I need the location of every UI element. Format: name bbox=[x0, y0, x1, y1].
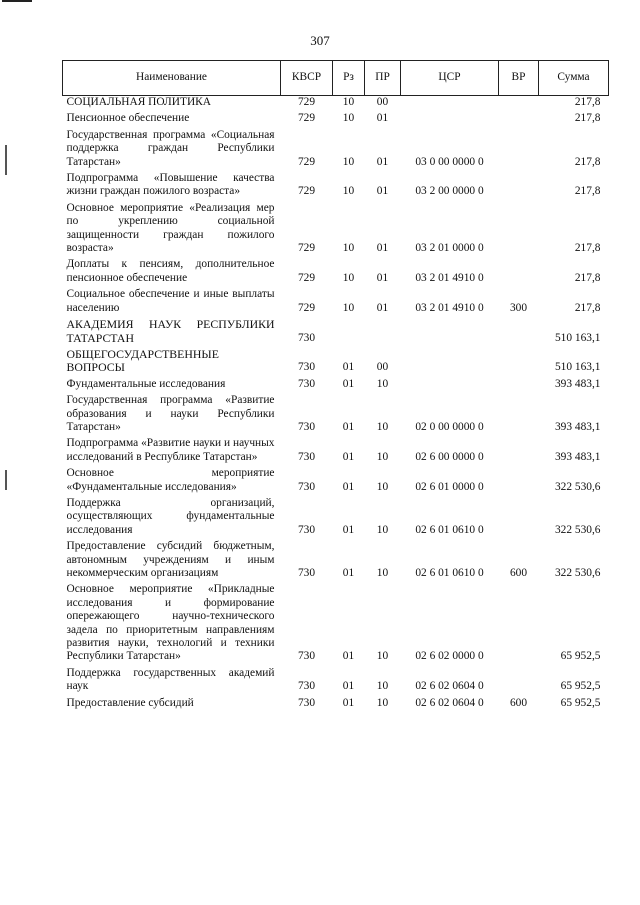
cell-vr bbox=[499, 109, 539, 125]
cell-pr: 00 bbox=[376, 361, 389, 374]
cell-name: Пенсионное обеспечение bbox=[66, 112, 190, 125]
cell-sum: 65 952,5 bbox=[560, 650, 601, 663]
cell-kvsr: 730 bbox=[297, 680, 316, 693]
cell-rz: 01 bbox=[342, 523, 355, 536]
cell-rz: 01 bbox=[342, 650, 355, 663]
cell-rz: 10 bbox=[342, 155, 355, 168]
table-row bbox=[63, 199, 609, 256]
table-row bbox=[63, 391, 609, 434]
cell-pr: 00 bbox=[376, 96, 389, 108]
cell-name: Основное мероприятие «Реализация мер по укреплению социальной защищенности граждан пожилого возраста» bbox=[66, 201, 275, 255]
cell-kvsr: 730 bbox=[297, 696, 316, 709]
cell-name: ОБЩЕГОСУДАРСТВЕННЫЕ ВОПРОСЫ bbox=[66, 346, 219, 375]
cell-vr bbox=[499, 391, 539, 434]
cell-rz: 01 bbox=[342, 450, 355, 463]
table-row bbox=[63, 694, 609, 710]
cell-pr: 01 bbox=[376, 301, 389, 314]
cell-sum: 217,8 bbox=[574, 155, 601, 168]
cell-sum: 217,8 bbox=[574, 96, 601, 108]
cell-csr: 03 2 01 4910 0 bbox=[415, 271, 484, 284]
cell-name: Социальное обеспечение и иные выплаты населению bbox=[66, 288, 275, 314]
cell-kvsr: 729 bbox=[297, 155, 316, 168]
cell-pr: 10 bbox=[376, 696, 389, 709]
table-body bbox=[63, 96, 609, 711]
cell-pr: 01 bbox=[376, 155, 389, 168]
cell-name: Подпрограмма «Развитие науки и научных исследований в Республике Татарстан» bbox=[66, 437, 275, 463]
page-number: 307 bbox=[310, 33, 330, 48]
table-row bbox=[63, 169, 609, 199]
table-row bbox=[63, 109, 609, 125]
cell-vr bbox=[499, 169, 539, 199]
table-row bbox=[63, 375, 609, 391]
cell-pr: 10 bbox=[376, 567, 389, 579]
cell-csr: 03 2 01 0000 0 bbox=[415, 242, 484, 255]
cell-name: Предоставление субсидий бюджетным, автономным учреждениям и иным некоммерческим организациям bbox=[66, 540, 275, 579]
cell-pr bbox=[365, 315, 401, 345]
table-row bbox=[63, 664, 609, 694]
cell-name: Основное мероприятие «Фундаментальные исследования» bbox=[66, 467, 275, 493]
table-row bbox=[63, 434, 609, 464]
header-kvsr: КВСР bbox=[281, 61, 333, 96]
cell-csr bbox=[401, 375, 499, 391]
cell-kvsr: 730 bbox=[297, 450, 316, 463]
cell-vr bbox=[499, 375, 539, 391]
cell-vr bbox=[499, 126, 539, 169]
cell-sum: 65 952,5 bbox=[560, 696, 601, 709]
table-row bbox=[63, 580, 609, 663]
cell-kvsr: 730 bbox=[297, 420, 316, 433]
cell-kvsr: 730 bbox=[297, 361, 316, 374]
table-row bbox=[63, 537, 609, 580]
cell-sum: 510 163,1 bbox=[554, 361, 601, 374]
cell-rz: 01 bbox=[342, 567, 355, 579]
cell-rz: 01 bbox=[342, 680, 355, 693]
cell-name: Государственная программа «Социальная поддержка граждан Республики Татарстан» bbox=[66, 128, 275, 168]
cell-name: Основное мероприятие «Прикладные исследования и формирование опережающего научно-технического задела по приоритетным направлениям развития науки, технологий и техники Республики Татарстан» bbox=[66, 583, 275, 663]
cell-csr: 02 6 02 0604 0 bbox=[415, 680, 484, 693]
cell-kvsr: 729 bbox=[297, 271, 316, 284]
cell-rz: 01 bbox=[342, 361, 355, 374]
cell-vr: 600 bbox=[509, 696, 528, 709]
cell-pr: 01 bbox=[376, 242, 389, 255]
cell-rz: 10 bbox=[342, 271, 355, 284]
scan-mark bbox=[5, 145, 7, 175]
cell-rz bbox=[333, 315, 365, 345]
scan-mark bbox=[2, 0, 32, 2]
cell-csr: 02 6 02 0604 0 bbox=[415, 696, 484, 709]
cell-csr bbox=[401, 109, 499, 125]
header-pr: ПР bbox=[365, 61, 401, 96]
cell-vr bbox=[499, 464, 539, 494]
table-row bbox=[63, 494, 609, 537]
cell-name: Государственная программа «Развитие образования и науки Республики Татарстан» bbox=[66, 394, 275, 433]
cell-name: Фундаментальные исследования bbox=[66, 377, 226, 390]
cell-csr: 02 6 01 0610 0 bbox=[415, 567, 484, 579]
cell-name: АКАДЕМИЯ НАУК РЕСПУБЛИКИ ТАТАРСТАН bbox=[66, 317, 275, 345]
header-sum: Сумма bbox=[539, 61, 609, 96]
cell-csr: 02 6 01 0000 0 bbox=[415, 480, 484, 493]
cell-pr: 10 bbox=[376, 450, 389, 463]
cell-sum: 322 530,6 bbox=[554, 480, 601, 493]
cell-pr: 01 bbox=[376, 185, 389, 198]
cell-rz: 01 bbox=[342, 480, 355, 493]
cell-sum: 510 163,1 bbox=[554, 331, 601, 344]
cell-pr: 10 bbox=[376, 420, 389, 433]
cell-vr bbox=[499, 345, 539, 375]
cell-kvsr: 729 bbox=[297, 242, 316, 255]
cell-rz: 01 bbox=[342, 420, 355, 433]
header-vr: ВР bbox=[499, 61, 539, 96]
table-row bbox=[63, 285, 609, 315]
table-row bbox=[63, 315, 609, 345]
cell-kvsr: 729 bbox=[297, 301, 316, 314]
cell-kvsr: 730 bbox=[297, 567, 316, 579]
cell-vr bbox=[499, 434, 539, 464]
cell-pr: 10 bbox=[376, 650, 389, 663]
cell-csr: 02 6 00 0000 0 bbox=[415, 450, 484, 463]
cell-csr bbox=[401, 96, 499, 110]
cell-sum: 393 483,1 bbox=[554, 420, 601, 433]
cell-vr bbox=[499, 96, 539, 110]
cell-name: СОЦИАЛЬНАЯ ПОЛИТИКА bbox=[66, 96, 212, 108]
cell-sum: 217,8 bbox=[574, 271, 601, 284]
cell-csr: 03 0 00 0000 0 bbox=[415, 155, 484, 168]
cell-sum: 217,8 bbox=[574, 112, 601, 125]
cell-name: Поддержка государственных академий наук bbox=[66, 666, 275, 693]
table-row bbox=[63, 345, 609, 375]
cell-rz: 10 bbox=[342, 185, 355, 198]
cell-vr bbox=[499, 199, 539, 256]
cell-sum: 217,8 bbox=[574, 301, 601, 314]
cell-kvsr: 730 bbox=[297, 331, 316, 344]
cell-pr: 01 bbox=[376, 112, 389, 125]
cell-pr: 01 bbox=[376, 271, 389, 284]
header-csr: ЦСР bbox=[401, 61, 499, 96]
cell-pr: 10 bbox=[376, 377, 389, 390]
cell-kvsr: 729 bbox=[297, 112, 316, 125]
cell-vr bbox=[499, 580, 539, 663]
cell-sum: 217,8 bbox=[574, 242, 601, 255]
header-rz: Рз bbox=[333, 61, 365, 96]
header-name: Наименование bbox=[63, 61, 281, 96]
cell-kvsr: 730 bbox=[297, 523, 316, 536]
cell-rz: 01 bbox=[342, 377, 355, 390]
cell-csr: 02 6 01 0610 0 bbox=[415, 523, 484, 536]
cell-sum: 65 952,5 bbox=[560, 680, 601, 693]
cell-pr: 10 bbox=[376, 523, 389, 536]
cell-name: Поддержка организаций, осуществляющих фундаментальные исследования bbox=[66, 496, 275, 536]
cell-vr: 300 bbox=[509, 301, 528, 314]
cell-name: Подпрограмма «Повышение качества жизни граждан пожилого возраста» bbox=[66, 172, 275, 198]
table-header-row bbox=[63, 61, 609, 96]
cell-csr bbox=[401, 315, 499, 345]
cell-vr bbox=[499, 255, 539, 285]
cell-vr bbox=[499, 315, 539, 345]
cell-pr: 10 bbox=[376, 680, 389, 693]
cell-name: Доплаты к пенсиям, дополнительное пенсионное обеспечение bbox=[66, 258, 275, 284]
cell-kvsr: 730 bbox=[297, 480, 316, 493]
table-row bbox=[63, 255, 609, 285]
table-row bbox=[63, 464, 609, 494]
cell-csr: 03 2 00 0000 0 bbox=[415, 185, 484, 198]
cell-rz: 01 bbox=[342, 696, 355, 709]
cell-pr: 10 bbox=[376, 480, 389, 493]
cell-kvsr: 729 bbox=[297, 185, 316, 198]
cell-csr bbox=[401, 345, 499, 375]
budget-table bbox=[62, 60, 609, 710]
cell-vr bbox=[499, 664, 539, 694]
cell-sum: 393 483,1 bbox=[554, 450, 601, 463]
cell-kvsr: 730 bbox=[297, 650, 316, 663]
cell-vr: 600 bbox=[509, 567, 528, 579]
cell-csr: 02 0 00 0000 0 bbox=[415, 420, 484, 433]
cell-name: Предоставление субсидий bbox=[66, 696, 194, 709]
cell-rz: 10 bbox=[342, 242, 355, 255]
cell-vr bbox=[499, 494, 539, 537]
cell-rz: 10 bbox=[342, 96, 355, 108]
cell-rz: 10 bbox=[342, 112, 355, 125]
table-row bbox=[63, 126, 609, 169]
cell-sum: 322 530,6 bbox=[554, 523, 601, 536]
cell-csr: 02 6 02 0000 0 bbox=[415, 650, 484, 663]
cell-kvsr: 729 bbox=[297, 96, 316, 108]
cell-sum: 393 483,1 bbox=[554, 377, 601, 390]
cell-sum: 322 530,6 bbox=[554, 567, 601, 579]
table-row bbox=[63, 96, 609, 110]
scan-mark bbox=[5, 470, 7, 490]
cell-rz: 10 bbox=[342, 301, 355, 314]
cell-sum: 217,8 bbox=[574, 185, 601, 198]
cell-csr: 03 2 01 4910 0 bbox=[415, 301, 484, 314]
cell-kvsr: 730 bbox=[297, 377, 316, 390]
